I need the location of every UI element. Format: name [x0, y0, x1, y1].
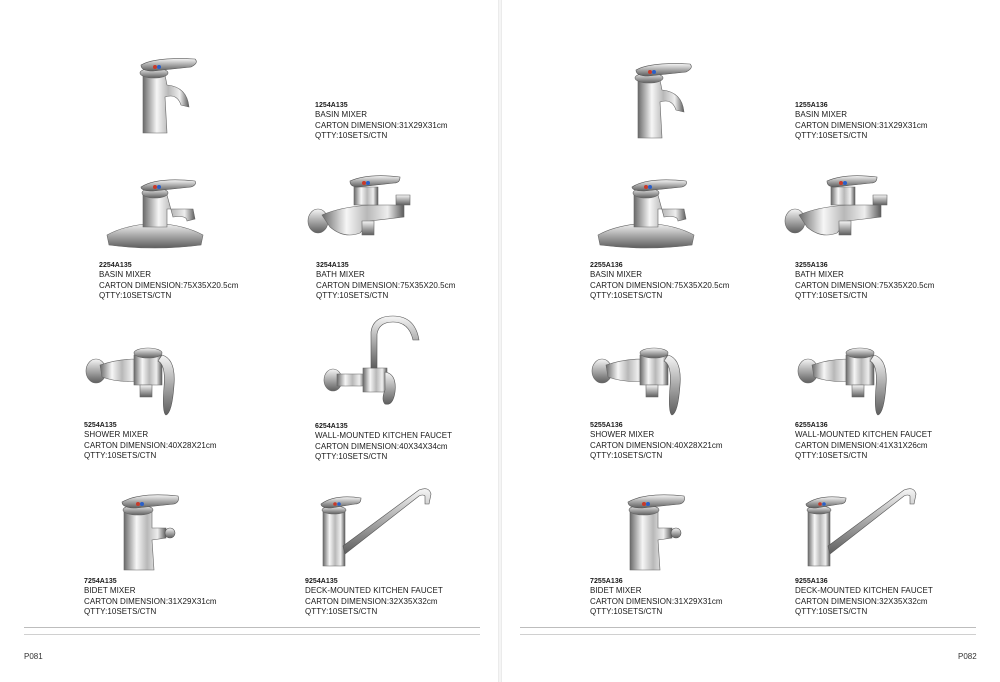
quantity: QTTY:10SETS/CTN [795, 131, 868, 140]
bath-mixer-icon [777, 165, 897, 260]
deck-kitchen-faucet-icon [305, 482, 445, 577]
product-name: SHOWER MIXER [590, 430, 655, 439]
page-number: P082 [958, 652, 977, 661]
quantity: QTTY:10SETS/CTN [590, 451, 663, 460]
product-name: SHOWER MIXER [84, 430, 149, 439]
shower-mixer-icon [80, 325, 200, 420]
carton-dimension: CARTON DIMENSION:75X35X20.5cm [795, 280, 935, 290]
product-name: WALL-MOUNTED KITCHEN FAUCET [795, 430, 933, 439]
page-number: P081 [24, 652, 43, 661]
product-name: BIDET MIXER [590, 586, 642, 595]
product-name: DECK-MOUNTED KITCHEN FAUCET [795, 586, 933, 595]
bidet-mixer-icon [80, 482, 200, 577]
product-info [99, 261, 238, 302]
quantity: QTTY:10SETS/CTN [590, 291, 663, 300]
carton-dimension: CARTON DIMENSION:32X35X32cm [305, 596, 438, 606]
bidet-mixer-icon [586, 482, 706, 577]
quantity: QTTY:10SETS/CTN [795, 607, 868, 616]
quantity: QTTY:10SETS/CTN [305, 607, 378, 616]
product-name: BASIN MIXER [315, 110, 368, 119]
carton-dimension: CARTON DIMENSION:31X29X31cm [315, 120, 448, 130]
product-code: 2255A136 [590, 262, 623, 269]
carton-dimension: CARTON DIMENSION:31X29X31cm [84, 596, 217, 606]
carton-dimension: CARTON DIMENSION:75X35X20.5cm [316, 280, 456, 290]
quantity: QTTY:10SETS/CTN [590, 607, 663, 616]
product-code: 2254A135 [99, 262, 132, 269]
product-info [590, 261, 729, 302]
carton-dimension: CARTON DIMENSION:41X31X26cm [795, 440, 928, 450]
deck-basin-mixer-icon [586, 165, 706, 260]
carton-dimension: CARTON DIMENSION:40X28X21cm [84, 440, 217, 450]
product-info [590, 577, 723, 618]
deck-basin-mixer-icon [95, 165, 215, 260]
product-code: 6254A135 [315, 423, 348, 430]
shower-mixer-icon [586, 325, 706, 420]
product-info [305, 577, 443, 618]
quantity: QTTY:10SETS/CTN [99, 291, 172, 300]
carton-dimension: CARTON DIMENSION:75X35X20.5cm [99, 280, 239, 290]
carton-dimension: CARTON DIMENSION:75X35X20.5cm [590, 280, 730, 290]
catalog-page-right [502, 0, 1000, 682]
product-info [84, 577, 217, 618]
product-code: 1254A135 [315, 102, 348, 109]
quantity: QTTY:10SETS/CTN [795, 451, 868, 460]
carton-dimension: CARTON DIMENSION:32X35X32cm [795, 596, 928, 606]
quantity: QTTY:10SETS/CTN [84, 607, 157, 616]
product-code: 1255A136 [795, 102, 828, 109]
quantity: QTTY:10SETS/CTN [315, 452, 388, 461]
product-name: BATH MIXER [795, 270, 844, 279]
wall-kitchen-faucet-icon [792, 325, 912, 420]
carton-dimension: CARTON DIMENSION:40X28X21cm [590, 440, 723, 450]
product-code: 7254A135 [84, 578, 117, 585]
basin-mixer-icon [590, 50, 710, 145]
product-name: BATH MIXER [316, 270, 365, 279]
footer-divider [520, 627, 976, 628]
footer-divider-secondary [520, 634, 976, 635]
product-info [795, 261, 934, 302]
product-code: 5255A136 [590, 422, 623, 429]
quantity: QTTY:10SETS/CTN [84, 451, 157, 460]
footer-divider [24, 627, 480, 628]
product-code: 9255A136 [795, 578, 828, 585]
product-name: DECK-MOUNTED KITCHEN FAUCET [305, 586, 443, 595]
carton-dimension: CARTON DIMENSION:31X29X31cm [795, 120, 928, 130]
product-info [316, 261, 455, 302]
product-code: 9254A135 [305, 578, 338, 585]
quantity: QTTY:10SETS/CTN [315, 131, 388, 140]
quantity: QTTY:10SETS/CTN [316, 291, 389, 300]
product-name: BASIN MIXER [99, 270, 152, 279]
product-name: WALL-MOUNTED KITCHEN FAUCET [315, 431, 453, 440]
product-info [315, 101, 448, 142]
product-name: BIDET MIXER [84, 586, 136, 595]
carton-dimension: CARTON DIMENSION:31X29X31cm [590, 596, 723, 606]
product-info [795, 101, 928, 142]
product-code: 6255A136 [795, 422, 828, 429]
catalog-page-left [0, 0, 498, 682]
bath-mixer-icon [300, 165, 420, 260]
product-code: 7255A136 [590, 578, 623, 585]
footer-divider-secondary [24, 634, 480, 635]
quantity: QTTY:10SETS/CTN [795, 291, 868, 300]
wall-kitchen-faucet-icon [315, 312, 435, 407]
carton-dimension: CARTON DIMENSION:40X34X34cm [315, 441, 448, 451]
product-code: 3254A135 [316, 262, 349, 269]
deck-kitchen-faucet-icon [790, 482, 930, 577]
product-info [590, 421, 723, 462]
product-info [795, 577, 933, 618]
product-info [315, 422, 452, 463]
product-info [795, 421, 932, 462]
basin-mixer-icon [95, 45, 215, 140]
product-code: 5254A135 [84, 422, 117, 429]
product-info [84, 421, 217, 462]
product-code: 3255A136 [795, 262, 828, 269]
product-name: BASIN MIXER [590, 270, 643, 279]
product-name: BASIN MIXER [795, 110, 848, 119]
